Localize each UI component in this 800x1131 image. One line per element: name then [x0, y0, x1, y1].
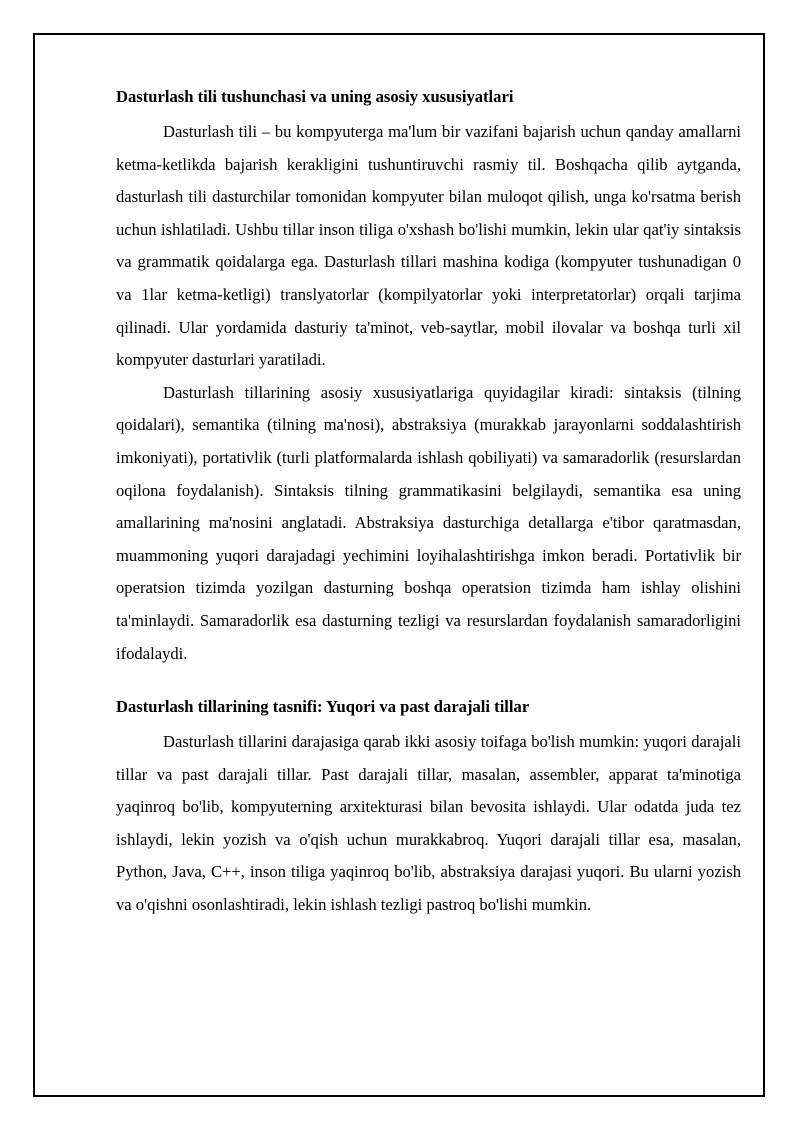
section-heading-concept: Dasturlash tili tushunchasi va uning asosiy xususiyatlari: [116, 87, 514, 106]
section-heading-classification: Dasturlash tillarining tasnifi: Yuqori va past darajali tillar: [116, 697, 530, 717]
paragraph-definition: Dasturlash tili – bu kompyuterga ma'lum bir vazifani bajarish uchun qanday amallarni ketma-ketlikda bajarish kerakligini tushuntiruvchi rasmiy til. Boshqacha qilib aytganda, dasturlash tili dasturchilar tomonidan kompyuter bilan muloqot qilish, unga ko'rsatma berish uchun ishlatiladi. Ushbu tillar inson tiliga o'xshash bo'lishi mumkin, lekin ular qat'iy sintaksis va grammatik qoidalarga ega. Dasturlash tillari mashina kodiga (kompyuter tushunadigan 0 va 1lar ketma-ketligi) translyatorlar (kompilyatorlar yoki interpretatorlar) orqali tarjima qilinadi. Ular yordamida dasturiy ta'minot, veb-saytlar, mobil ilovalar va boshqa turli xil kompyuter dasturlari yaratiladi.: [116, 122, 741, 370]
paragraph-features: Dasturlash tillarining asosiy xususiyatlariga quyidagilar kiradi: sintaksis (tilning qoidalari), semantika (tilning ma'nosi), abstraksiya (murakkab jarayonlarni soddalashtirish imkoniyati), portativlik (turli platformalarda ishlash qobiliyati) va samaradorlik (resurslardan oqilona foydalanish). Sintaksis tilning grammatikasini belgilaydi, semantika esa uning amallarining ma'nosini anglatadi. Abstraksiya dasturchiga detallarga e'tibor qaratmasdan, muammoning yuqori darajadagi yechimini loyihalashtirishga imkon beradi. Portativlik bir operatsion tizimda yozilgan dasturning boshqa operatsion tizimda ham ishlay olishini ta'minlaydi. Samaradorlik esa dasturning tezligi va resurslardan foydalanish samaradorligini ifodalaydi.: [116, 382, 741, 663]
paragraph-levels: Dasturlash tillarini darajasiga qarab ikki asosiy toifaga bo'lish mumkin: yuqori darajali tillar va past darajali tillar. Past darajali tillar, masalan, assembler, apparat ta'minotiga yaqinroq bo'lib, kompyuterning arxitekturasi bilan bevosita ishlaydi. Ular odatda juda tez ishlaydi, lekin yozish va o'qish uchun murakkabroq. Yuqori darajali tillar esa, masalan, Python, Java, C++, inson tiliga yaqinroq bo'lib, abstraksiya darajasi yuqori. Bu ularni yozish va o'qishni osonlashtiradi, lekin ishlash tezligi pastroq bo'lishi mumkin.: [116, 732, 741, 915]
document-body: [116, 86, 741, 922]
